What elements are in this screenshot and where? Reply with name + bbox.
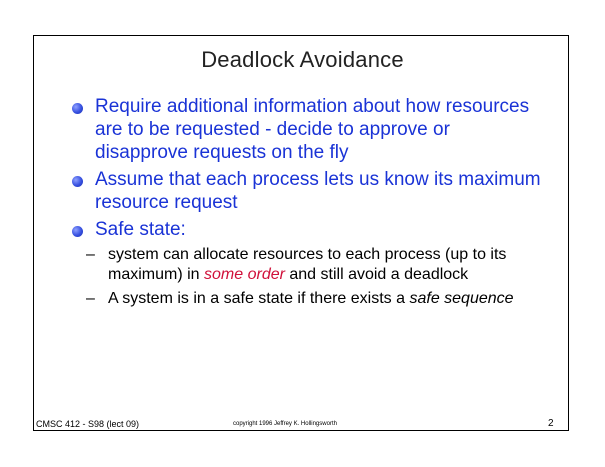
highlighted-phrase: some order (204, 266, 285, 283)
bullet-item (68, 168, 548, 214)
bullet-text: Assume that each process lets us know its maximum resource request (95, 169, 541, 213)
page-number: 2 (548, 418, 554, 429)
bullet-item (68, 95, 548, 164)
sub-bullet-item (68, 289, 548, 309)
italic-phrase: safe sequence (409, 290, 514, 307)
bullet-text: Require additional information about how resources are to be requested - decide to approve or disapprove requests on the fly (95, 96, 530, 163)
dash-icon: – (86, 290, 95, 307)
bullet-dot-icon (72, 226, 83, 237)
bullet-dot-icon (72, 103, 83, 114)
bullet-text: Safe state: (95, 219, 186, 240)
sub-bullet-item (68, 245, 548, 285)
bullet-list (68, 95, 548, 309)
sub-bullet-text-after: and still avoid a deadlock (284, 266, 469, 283)
dash-icon: – (86, 246, 95, 263)
footer-copyright: copyright 1996 Jeffrey K. Hollingsworth (233, 421, 337, 427)
slide-title: Deadlock Avoidance (201, 47, 404, 72)
sub-bullet-text-before: A system is in a safe state if there exists a (108, 290, 410, 307)
bullet-item (68, 218, 548, 241)
footer-course: CMSC 412 - S98 (lect 09) (36, 419, 140, 429)
sub-bullet-text-before: system can allocate resources to each process (up to its maximum) in (108, 246, 507, 283)
bullet-dot-icon (72, 176, 83, 187)
